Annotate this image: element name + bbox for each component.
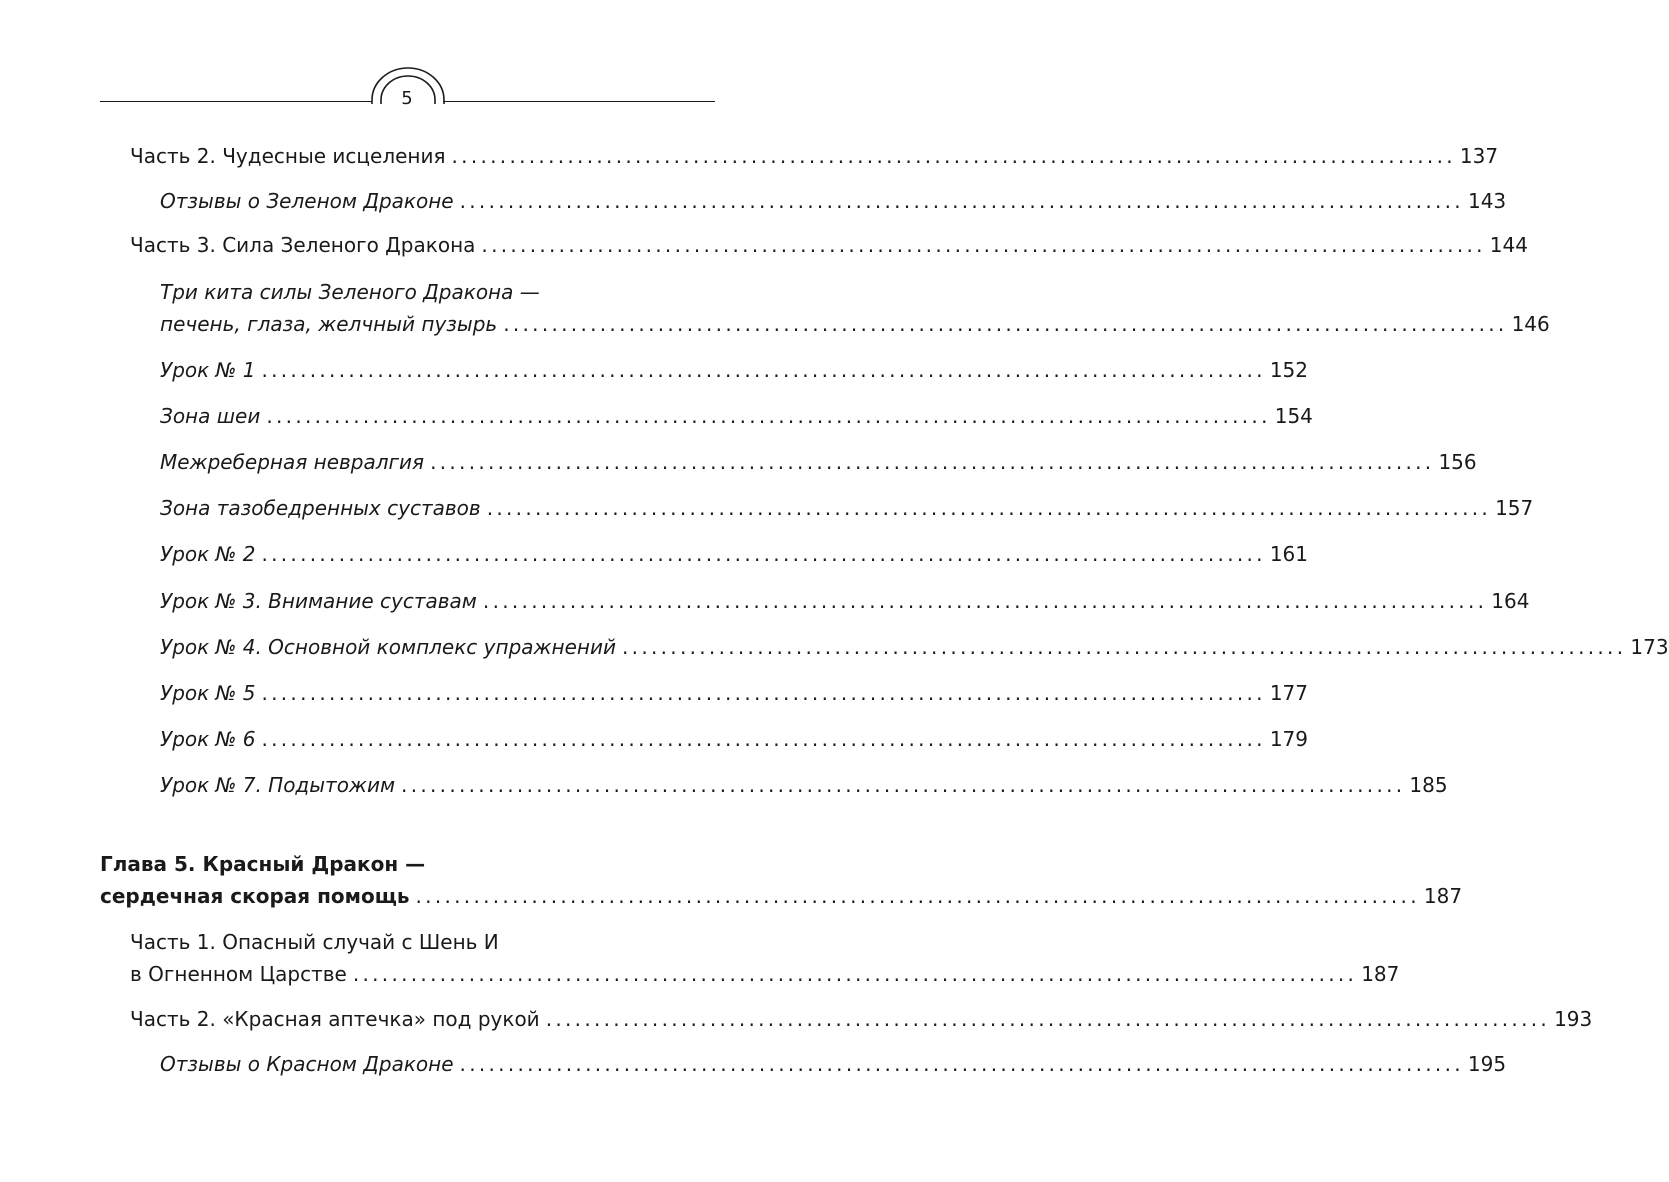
toc-entry-subsection bbox=[160, 631, 1669, 663]
toc-entry-title: Урок № 5 bbox=[160, 681, 256, 705]
toc-entry-subsection bbox=[160, 492, 1534, 524]
dot-leader: ........................................................................................................ bbox=[430, 450, 1435, 474]
toc-page-number: 156 bbox=[1438, 450, 1477, 474]
toc-page-number: 187 bbox=[1423, 884, 1463, 908]
toc-entry-title: Отзывы о Зеленом Драконе bbox=[160, 189, 454, 213]
toc-entry-title: Урок № 6 bbox=[160, 727, 256, 751]
toc-entry-title: в Огненном Царстве bbox=[130, 962, 347, 986]
toc-entry-title-line: Часть 1. Опасный случай с Шень И bbox=[130, 930, 499, 954]
toc-page-number: 185 bbox=[1409, 773, 1448, 797]
toc-page-number: 179 bbox=[1269, 727, 1309, 751]
dot-leader: ........................................................................................................ bbox=[261, 727, 1266, 751]
toc-entry-title-line: Три кита силы Зеленого Дракона — bbox=[160, 280, 540, 304]
toc-entry-title: Часть 2. Чудесные исцеления bbox=[130, 144, 446, 168]
toc-entry-title: Часть 2. «Красная аптечка» под рукой bbox=[130, 1007, 540, 1031]
toc-entry-subsection bbox=[160, 585, 1530, 617]
toc-page-number: 144 bbox=[1489, 233, 1528, 257]
toc-entry-title: Межреберная невралгия bbox=[160, 450, 425, 474]
toc-entry-part bbox=[130, 1003, 1593, 1035]
toc-entry-subsection bbox=[160, 185, 1507, 217]
dot-leader: ........................................................................................................ bbox=[622, 635, 1627, 659]
toc-entry-title: Урок № 4. Основной комплекс упражнений bbox=[160, 635, 616, 659]
toc-page-number: 195 bbox=[1467, 1052, 1507, 1076]
toc-entry-title: Урок № 1 bbox=[160, 358, 256, 382]
toc-page-number: 187 bbox=[1361, 962, 1400, 986]
dot-leader: ........................................................................................................ bbox=[261, 681, 1266, 705]
dot-leader: ........................................................................................................ bbox=[545, 1007, 1551, 1031]
dot-leader: ........................................................................................................ bbox=[352, 962, 1358, 986]
toc-entry-chapter bbox=[100, 848, 1463, 912]
toc-entry-part bbox=[130, 140, 1499, 172]
toc-entry-title: Зона шеи bbox=[160, 404, 261, 428]
toc-entry-title: Отзывы о Красном Драконе bbox=[160, 1052, 454, 1076]
toc-page-number: 177 bbox=[1269, 681, 1309, 705]
dot-leader: ........................................................................................................ bbox=[401, 773, 1406, 797]
dot-leader: ........................................................................................................ bbox=[266, 404, 1271, 428]
toc-entry-subsection bbox=[160, 446, 1477, 478]
header-rule-left bbox=[100, 101, 372, 102]
dot-leader: ........................................................................................................ bbox=[486, 496, 1492, 520]
toc-page-number: 161 bbox=[1269, 542, 1309, 566]
dot-leader: ........................................................................................................ bbox=[261, 358, 1266, 382]
toc-entry-title: печень, глаза, желчный пузырь bbox=[160, 312, 498, 336]
toc-entry-title: Зона тазобедренных суставов bbox=[160, 496, 481, 520]
toc-entry-title: Урок № 7. Подытожим bbox=[160, 773, 396, 797]
toc-entry-subsection bbox=[160, 677, 1309, 709]
page-header bbox=[0, 0, 815, 130]
dot-leader: ........................................................................................................ bbox=[459, 189, 1464, 213]
toc-page-number: 137 bbox=[1459, 144, 1499, 168]
dot-leader: ........................................................................................................ bbox=[503, 312, 1508, 336]
toc-entry-subsection bbox=[160, 1048, 1507, 1080]
toc-entry-part bbox=[130, 229, 1528, 261]
toc-page-number: 154 bbox=[1274, 404, 1313, 428]
dot-leader: ........................................................................................................ bbox=[451, 144, 1456, 168]
toc-page-number: 157 bbox=[1495, 496, 1534, 520]
dot-leader: ........................................................................................................ bbox=[481, 233, 1486, 257]
toc-entry-subsection bbox=[160, 538, 1309, 570]
toc-entry-subsection bbox=[160, 354, 1309, 386]
dot-leader: ........................................................................................................ bbox=[261, 542, 1266, 566]
toc-entry-title: Часть 3. Сила Зеленого Дракона bbox=[130, 233, 476, 257]
header-rule-right bbox=[443, 101, 715, 102]
toc-page-number: 193 bbox=[1554, 1007, 1593, 1031]
toc-page-number: 143 bbox=[1467, 189, 1507, 213]
toc-entry-title: Урок № 2 bbox=[160, 542, 256, 566]
toc-entry-subsection bbox=[160, 769, 1448, 801]
toc-entry-title: Урок № 3. Внимание суставам bbox=[160, 589, 477, 613]
toc-entry-title-line: Глава 5. Красный Дракон — bbox=[100, 852, 426, 876]
dot-leader: ........................................................................................................ bbox=[482, 589, 1488, 613]
toc-page-number: 173 bbox=[1630, 635, 1669, 659]
page-number: 5 bbox=[401, 88, 413, 109]
dot-leader: ........................................................................................................ bbox=[415, 884, 1420, 908]
toc-entry-subsection bbox=[160, 400, 1313, 432]
toc-page-number: 164 bbox=[1491, 589, 1530, 613]
toc-page-number: 146 bbox=[1511, 312, 1550, 336]
toc-page-number: 152 bbox=[1269, 358, 1309, 382]
dot-leader: ........................................................................................................ bbox=[459, 1052, 1464, 1076]
toc-entry-subsection bbox=[160, 276, 1550, 340]
toc-entry-part bbox=[130, 926, 1400, 990]
toc-entry-subsection bbox=[160, 723, 1309, 755]
toc-entry-title: сердечная скорая помощь bbox=[100, 884, 410, 908]
